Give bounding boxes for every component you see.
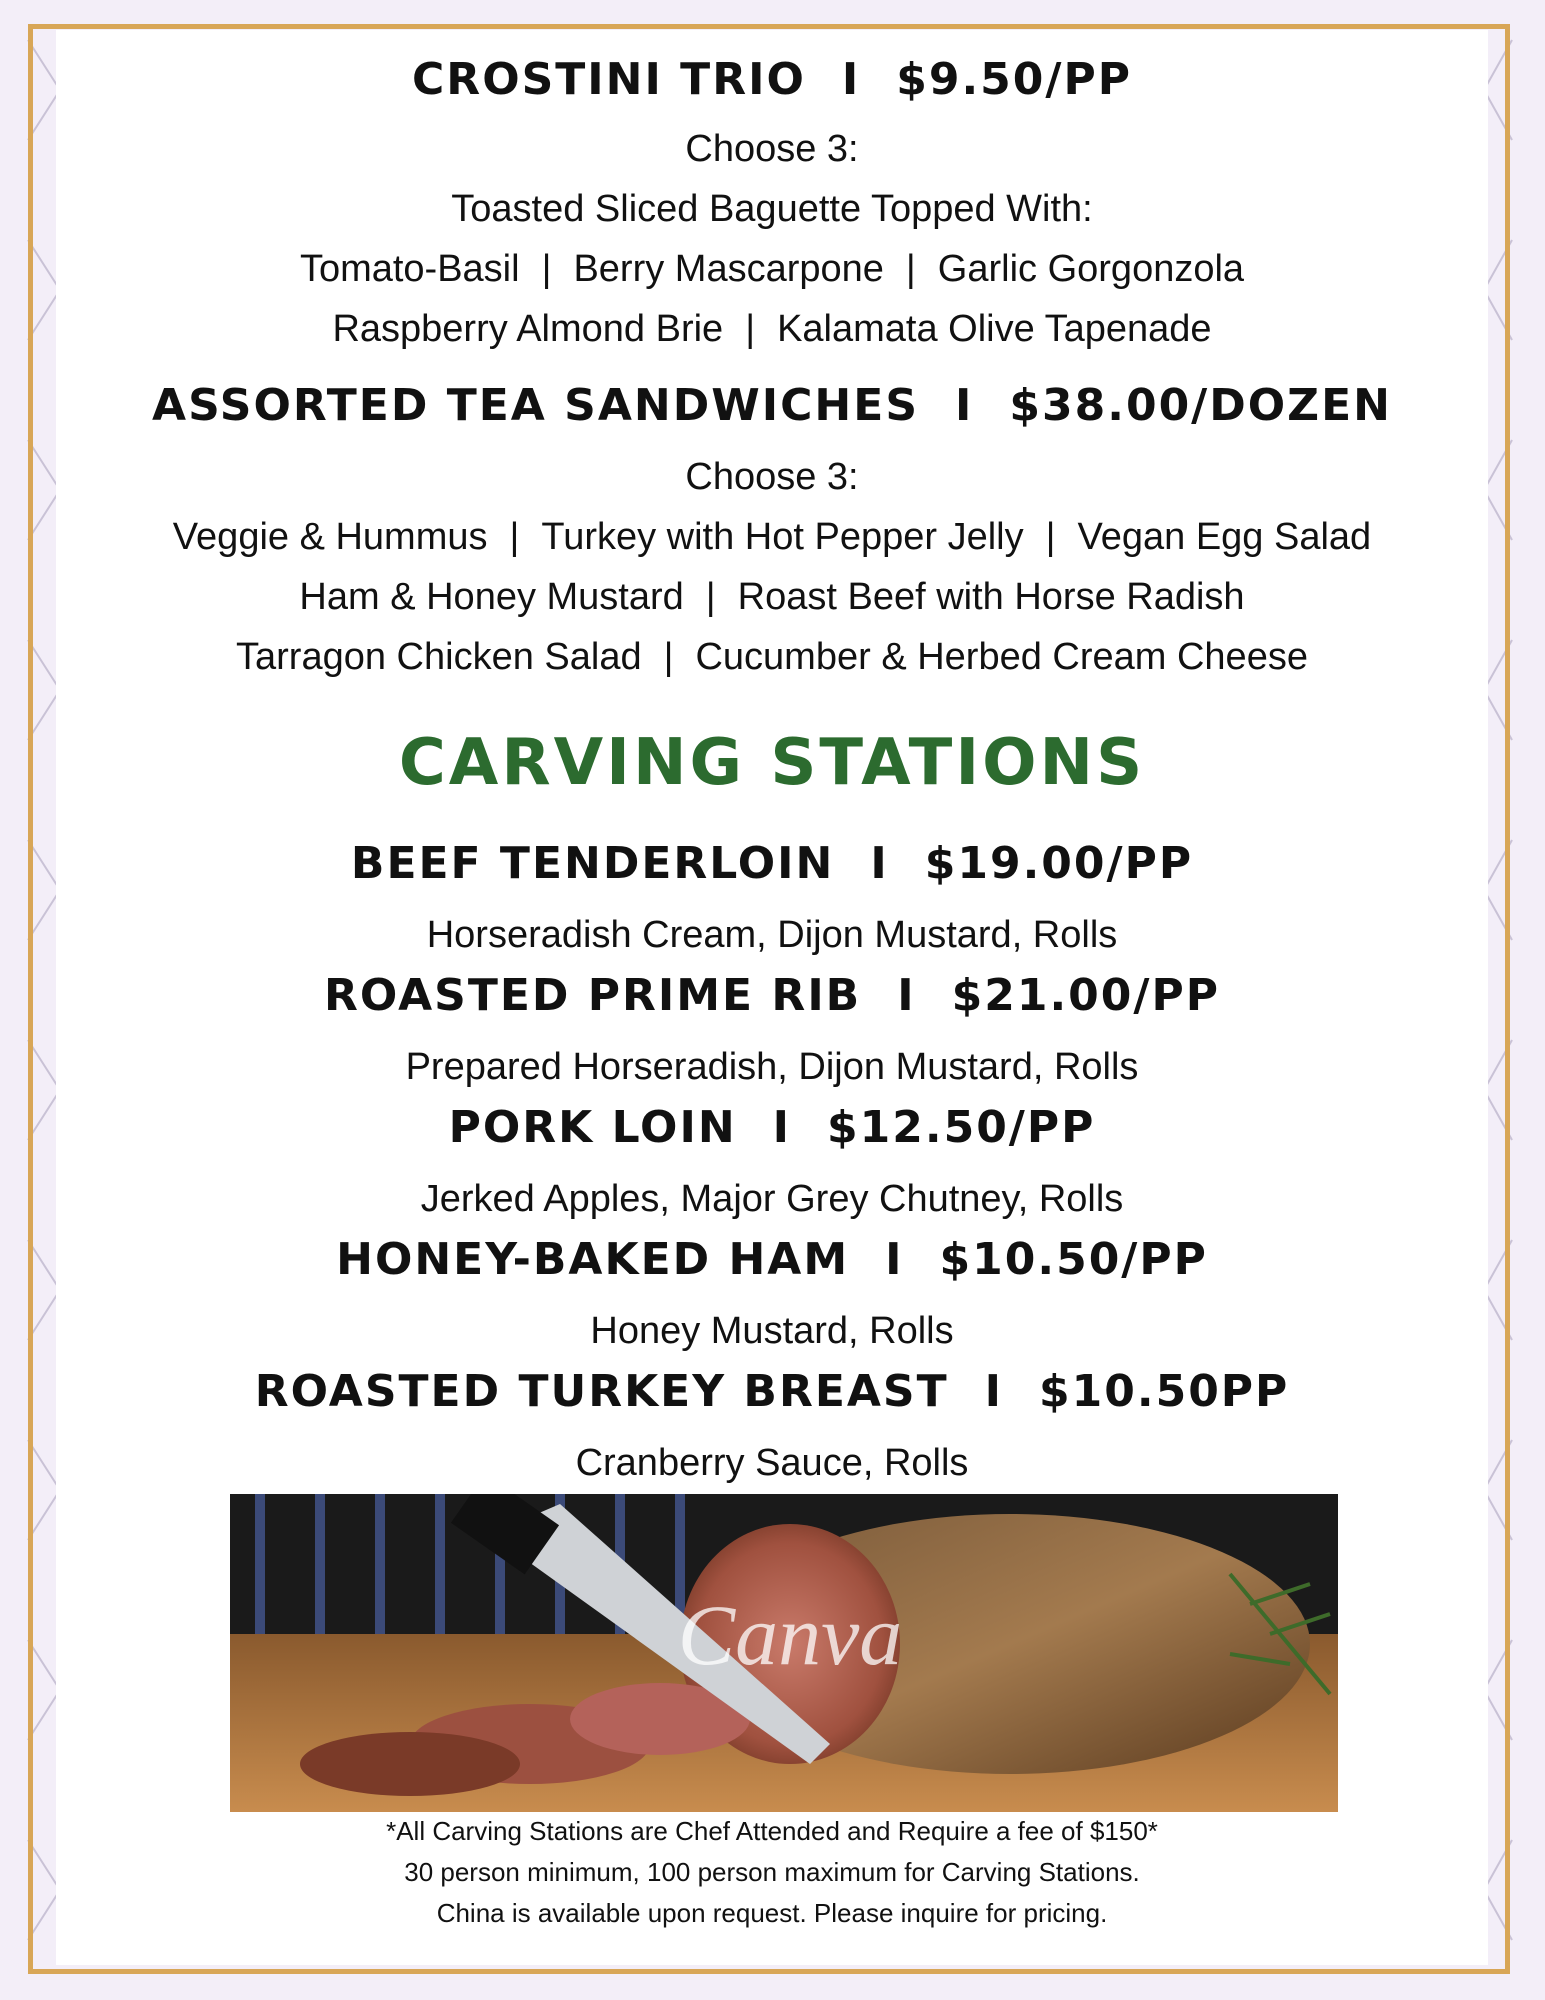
watermark-text: Canva <box>677 1587 903 1683</box>
footnote-capacity: 30 person minimum, 100 person maximum for Carving Stations. <box>404 1857 1140 1887</box>
crostini-intro: Toasted Sliced Baguette Topped With: <box>451 188 1093 230</box>
pipe-separator: | <box>663 636 674 678</box>
item-title: ROASTED PRIME RIB <box>324 970 862 1021</box>
option: Berry Mascarpone <box>573 248 884 290</box>
item-title: BEEF TENDERLOIN <box>350 838 835 889</box>
option: Cucumber & Herbed Cream Cheese <box>695 636 1308 678</box>
title-separator: I <box>955 380 974 431</box>
pipe-separator: | <box>509 516 520 558</box>
footnote-fee: *All Carving Stations are Chef Attended and Require a fee of $150* <box>386 1816 1158 1846</box>
option: Vegan Egg Salad <box>1077 516 1372 558</box>
item-price: $21.00/PP <box>951 970 1220 1021</box>
footnote-china: China is available upon request. Please inquire for pricing. <box>436 1898 1108 1928</box>
tea-choose: Choose 3: <box>685 456 859 498</box>
option: Tarragon Chicken Salad <box>236 636 642 678</box>
item-title: PORK LOIN <box>448 1102 737 1153</box>
tea-price: $38.00/DOZEN <box>1009 380 1392 431</box>
option: Ham & Honey Mustard <box>299 576 684 618</box>
pipe-separator: | <box>745 308 756 350</box>
item-description: Prepared Horseradish, Dijon Mustard, Rolls <box>405 1046 1139 1088</box>
item-price: $12.50/PP <box>827 1102 1096 1153</box>
pipe-separator: | <box>1045 516 1056 558</box>
tea-title: ASSORTED TEA SANDWICHES <box>152 380 920 431</box>
crostini-price: $9.50/PP <box>896 54 1132 105</box>
title-separator: I <box>984 1366 1004 1417</box>
pipe-separator: | <box>705 576 716 618</box>
gold-border-frame <box>28 24 1510 1974</box>
crostini-choose: Choose 3: <box>685 128 859 170</box>
option: Tomato-Basil <box>299 248 520 290</box>
option: Veggie & Hummus <box>172 516 488 558</box>
title-separator: I <box>841 54 861 105</box>
option: Roast Beef with Horse Radish <box>737 576 1245 618</box>
item-price: $10.50/PP <box>939 1234 1208 1285</box>
title-separator: I <box>885 1234 904 1285</box>
option: Kalamata Olive Tapenade <box>777 308 1212 350</box>
carving-stations-heading: CARVING STATIONS <box>398 726 1146 800</box>
item-title: ROASTED TURKEY BREAST <box>254 1366 949 1417</box>
option: Raspberry Almond Brie <box>332 308 724 350</box>
title-separator: I <box>772 1102 792 1153</box>
option: Garlic Gorgonzola <box>937 248 1245 290</box>
pipe-separator: | <box>541 248 552 290</box>
title-separator: I <box>897 970 916 1021</box>
item-description: Horseradish Cream, Dijon Mustard, Rolls <box>426 914 1118 956</box>
item-title: HONEY-BAKED HAM <box>336 1234 850 1285</box>
item-description: Honey Mustard, Rolls <box>590 1310 954 1352</box>
item-price: $19.00/PP <box>924 838 1194 889</box>
item-description: Cranberry Sauce, Rolls <box>575 1442 969 1484</box>
pipe-separator: | <box>905 248 916 290</box>
item-description: Jerked Apples, Major Grey Chutney, Rolls <box>420 1178 1124 1220</box>
item-price: $10.50PP <box>1039 1366 1290 1417</box>
option: Turkey with Hot Pepper Jelly <box>541 516 1024 558</box>
title-separator: I <box>870 838 889 889</box>
crostini-title: CROSTINI TRIO <box>412 54 806 105</box>
